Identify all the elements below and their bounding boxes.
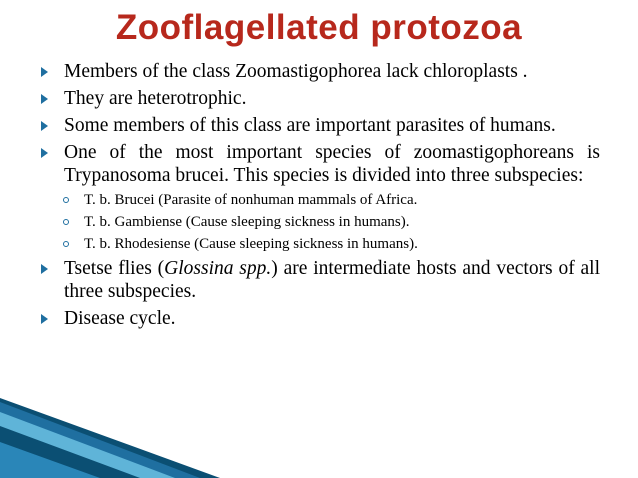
sub-bullet-item [38, 191, 600, 210]
bullet-text [64, 258, 600, 302]
slide-title: Zooflagellated protozoa [115, 8, 523, 47]
bullet-text-part: ) are intermediate hosts and vectors of all three subspecies. [64, 258, 601, 302]
bullet-text: They are heterotrophic. [64, 88, 247, 109]
bullet-item [38, 114, 600, 137]
bullet-item [38, 257, 600, 303]
sub-bullet-item [38, 235, 600, 254]
bullet-text: Disease cycle. [64, 308, 176, 329]
bullet-arrow-icon [41, 148, 48, 158]
bullet-text: Members of the class Zoomastigophorea lack chloroplasts . [64, 61, 528, 82]
bullet-list [38, 60, 600, 334]
bullet-item [38, 60, 600, 83]
bullet-arrow-icon [41, 314, 48, 324]
corner-stripe-decoration [0, 398, 220, 478]
bullet-text: One of the most important species of zoomastigophoreans is Trypanosoma brucei. This species is divided into three subspecies: [64, 142, 600, 186]
species-name: Glossina spp. [164, 258, 272, 279]
bullet-text-part: Tsetse flies ( [64, 258, 165, 279]
bullet-arrow-icon [41, 121, 48, 131]
bullet-item [38, 87, 600, 110]
bullet-arrow-icon [41, 94, 48, 104]
bullet-item [38, 307, 600, 330]
bullet-arrow-icon [41, 67, 48, 77]
sub-bullet-text: T. b. Rhodesiense (Cause sleeping sickness in humans). [84, 236, 418, 252]
bullet-arrow-icon [41, 264, 48, 274]
sub-bullet-item [38, 213, 600, 232]
sub-bullet-circle-icon [63, 241, 69, 247]
sub-bullet-text: T. b. Gambiense (Cause sleeping sickness in humans). [84, 214, 410, 230]
sub-bullet-text: T. b. Brucei (Parasite of nonhuman mammals of Africa. [84, 192, 418, 208]
sub-bullet-circle-icon [63, 197, 69, 203]
sub-bullet-circle-icon [63, 219, 69, 225]
bullet-text: Some members of this class are important parasites of humans. [64, 115, 556, 136]
bullet-item [38, 141, 600, 187]
